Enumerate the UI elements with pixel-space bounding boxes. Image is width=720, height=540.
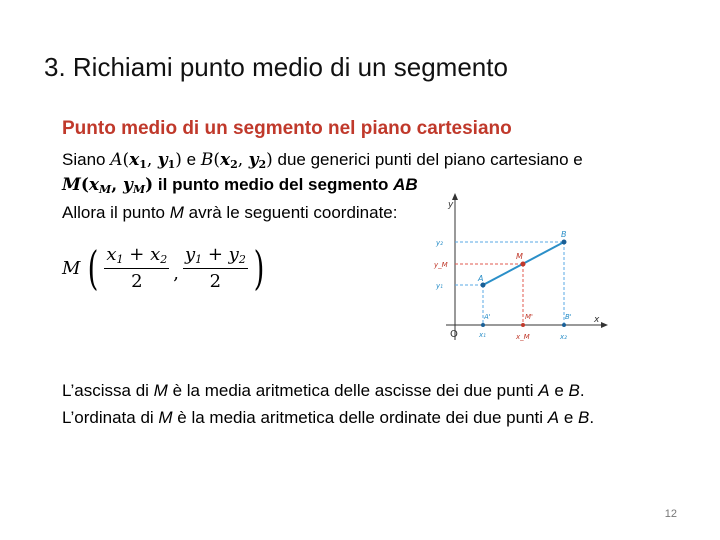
origin-label: O bbox=[450, 329, 458, 340]
num-y1-sub: 1 bbox=[195, 253, 203, 266]
conclusion-line-2 bbox=[62, 408, 594, 428]
plus-x: + bbox=[123, 244, 151, 265]
y-axis-arrow bbox=[452, 193, 458, 200]
tick-x2: x₂ bbox=[560, 333, 567, 341]
y1-sub: 1 bbox=[167, 158, 176, 171]
xm-sub: M bbox=[99, 183, 112, 196]
point-a-label: A bbox=[110, 150, 123, 170]
tick-x1: x₁ bbox=[479, 331, 486, 339]
sep-b: , bbox=[237, 150, 249, 170]
x-axis-label: x bbox=[594, 315, 600, 325]
y2-label: y bbox=[248, 150, 259, 170]
conclusion-line-1 bbox=[62, 381, 585, 401]
definition-line-3 bbox=[62, 203, 398, 223]
cartesian-diagram bbox=[428, 185, 623, 360]
num-x1: x bbox=[106, 244, 117, 265]
label-b-prime: B' bbox=[565, 313, 572, 321]
formula-m: M bbox=[62, 257, 81, 279]
line3-prefix: Allora il punto bbox=[62, 203, 170, 222]
ym-sub: M bbox=[132, 183, 146, 196]
line1-and: e bbox=[181, 150, 201, 169]
line4-prefix: L’ascissa di bbox=[62, 381, 154, 400]
line5-prefix: L’ordinata di bbox=[62, 408, 159, 427]
definition-line-2: $M(x_M$, $y_M$) il punto medio del segmento AB bbox=[62, 175, 418, 196]
line2-text: il punto medio del segmento bbox=[153, 175, 394, 194]
num-y2-sub: 2 bbox=[238, 253, 246, 266]
xm-label: x bbox=[88, 175, 100, 195]
point-m-marker bbox=[521, 262, 526, 267]
line3-suffix: avrà le seguenti coordinate: bbox=[183, 203, 398, 222]
fraction-x bbox=[104, 244, 169, 292]
den-x: 2 bbox=[131, 271, 143, 292]
page-number: 12 bbox=[664, 508, 677, 520]
label-b: B bbox=[561, 230, 567, 239]
x-axis-arrow bbox=[601, 322, 608, 328]
y-axis-label: y bbox=[448, 200, 454, 210]
num-x2-sub: 2 bbox=[160, 253, 168, 266]
proj-b-marker bbox=[562, 323, 566, 327]
plus-y: + bbox=[202, 244, 229, 265]
y2-sub: 2 bbox=[258, 158, 267, 171]
num-y1: y bbox=[184, 244, 196, 265]
num-x2: x bbox=[150, 244, 161, 265]
midpoint-formula: M ( $\frac{x_1 + x_2}{2}$ , $\frac{y_1 + y_2}{2}$ ) bbox=[62, 241, 265, 295]
line5-m: M bbox=[158, 408, 173, 427]
tick-ym: y_M bbox=[434, 261, 448, 269]
x1-sub: 1 bbox=[139, 158, 147, 171]
point-b-marker bbox=[562, 240, 567, 245]
line1-prefix: Siano bbox=[62, 150, 111, 169]
x2-sub: 2 bbox=[230, 158, 238, 171]
line5-b: B bbox=[578, 408, 590, 427]
line4-end: . bbox=[579, 381, 585, 400]
label-m: M bbox=[516, 252, 523, 261]
line3-m: M bbox=[169, 203, 184, 222]
tick-xm: x_M bbox=[516, 333, 530, 341]
label-m-prime: M' bbox=[525, 313, 533, 321]
line5-mid: è la media aritmetica delle ordinate dei due punti bbox=[172, 408, 548, 427]
line4-b: B bbox=[568, 381, 580, 400]
slide-title: 3. Richiami punto medio di un segmento bbox=[44, 52, 508, 82]
proj-m-marker bbox=[521, 323, 525, 327]
line4-mid: è la media aritmetica delle ascisse dei due punti bbox=[167, 381, 539, 400]
x1-label: x bbox=[129, 150, 140, 170]
label-a: A bbox=[478, 274, 484, 283]
section-heading: Punto medio di un segmento nel piano cartesiano bbox=[62, 118, 512, 139]
num-x1-sub: 1 bbox=[116, 253, 124, 266]
sep-a: , bbox=[146, 150, 158, 170]
line5-and: e bbox=[559, 408, 578, 427]
num-y2: y bbox=[228, 244, 239, 265]
definition-line-1: Siano $A(x_1$, $y_1$) e $B(x_2$, $y_2$) due generici punti del piano cartesiano e bbox=[62, 150, 583, 171]
x2-label: x bbox=[219, 150, 231, 170]
line5-a: A bbox=[547, 408, 560, 427]
y1-label: y bbox=[157, 150, 168, 170]
formula-comma: , bbox=[173, 263, 179, 284]
tick-y2: y₂ bbox=[436, 239, 443, 247]
proj-a-marker bbox=[481, 323, 485, 327]
point-a-marker bbox=[481, 283, 486, 288]
line4-m: M bbox=[153, 381, 168, 400]
line5-end: . bbox=[589, 408, 595, 427]
den-y: 2 bbox=[209, 271, 222, 292]
fraction-y bbox=[183, 244, 248, 292]
tick-y1: y₁ bbox=[436, 282, 443, 290]
point-b-label: B bbox=[200, 150, 214, 170]
segment-ab-label: AB bbox=[393, 175, 418, 194]
label-a-prime: A' bbox=[484, 313, 491, 321]
line4-a: A bbox=[538, 381, 550, 400]
point-m-label: M bbox=[62, 175, 81, 195]
line4-and: e bbox=[549, 381, 569, 400]
ym-label: y bbox=[123, 175, 133, 195]
line1-suffix: due generici punti del piano cartesiano e bbox=[272, 150, 583, 169]
